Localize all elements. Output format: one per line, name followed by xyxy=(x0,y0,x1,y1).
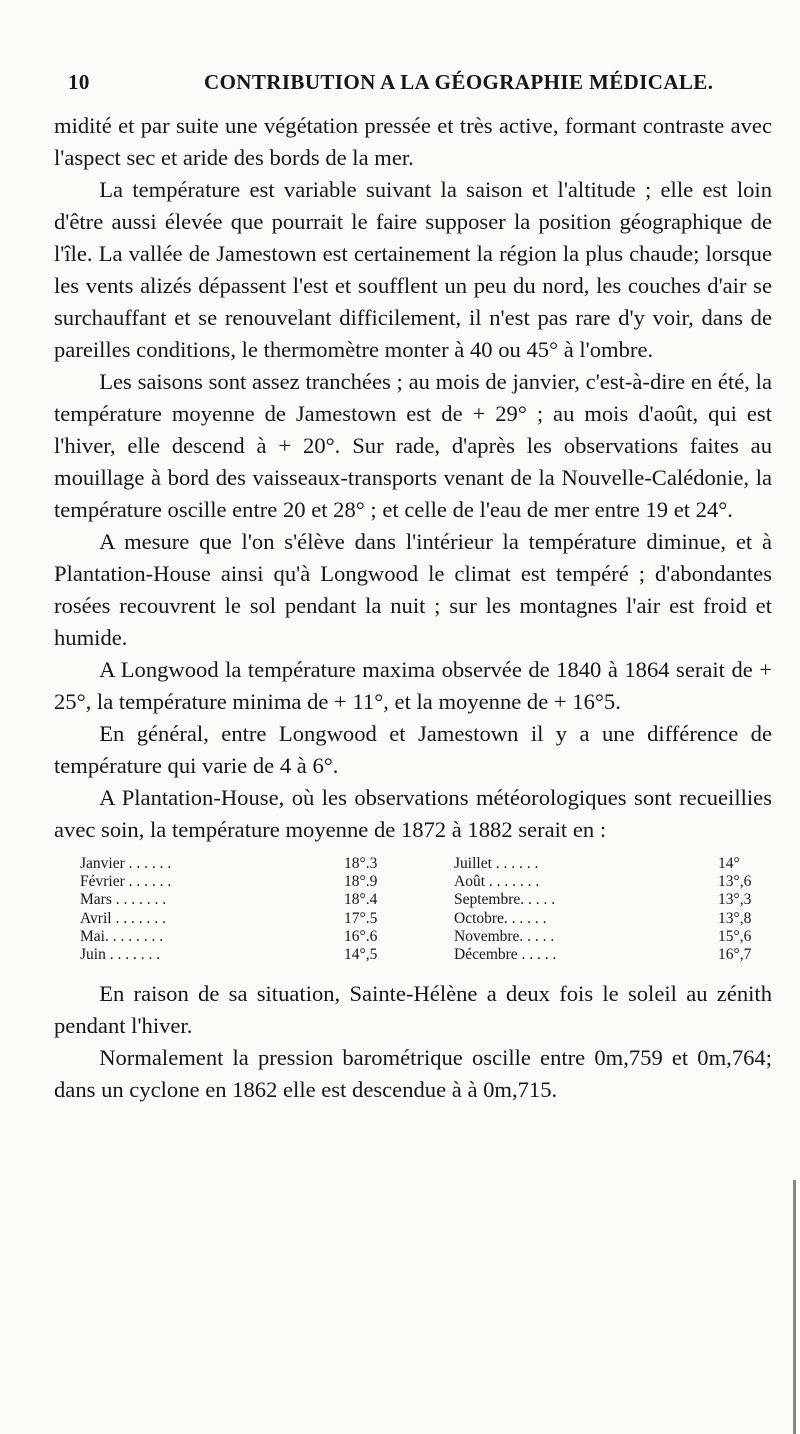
table-row xyxy=(454,873,764,891)
month-label: Février . . . . . . xyxy=(80,873,172,891)
month-label: Janvier . . . . . . xyxy=(80,855,172,872)
paragraph: Les saisons sont assez tranchées ; au mois de janvier, c'est-à-dire en été, la température moyenne de Jamestown est de + 29° ; au mois d'août, qui est l'hiver, elle descend à + 20°. Sur rade, d'après les observations faites au mouillage à bord des vaisseaux-transports venant de la Nouvelle-Calédonie, la température oscille entre 20 et 28° ; et celle de l'eau de mer entre 19 et 24°. xyxy=(54,369,772,522)
table-row xyxy=(80,873,390,891)
month-label: Décembre . . . . . xyxy=(454,946,557,964)
running-title: CONTRIBUTION A LA GÉOGRAPHIE MÉDICALE. xyxy=(204,70,714,94)
paragraph: A Longwood la température maxima observée de 1840 à 1864 serait de + 25°, la température minima de + 11°, et la moyenne de + 16°5. xyxy=(54,657,772,714)
scan-edge-shadow xyxy=(793,1180,796,1434)
paragraph: A Plantation-House, où les observations météorologiques sont recueillies avec soin, la température moyenne de 1872 à 1882 serait en : xyxy=(54,785,772,842)
temperature-value: 16°.6 xyxy=(344,927,378,945)
table-row xyxy=(80,910,390,928)
temperature-value: 13°,8 xyxy=(718,909,752,927)
monthly-temperature-table xyxy=(80,855,772,964)
temperature-value: 18°.9 xyxy=(344,873,378,891)
table-row xyxy=(454,946,764,964)
month-label: Avril . . . . . . . xyxy=(80,909,166,927)
month-label: Mai. . . . . . . . xyxy=(80,927,164,945)
temperature-column-right xyxy=(454,855,764,964)
month-label: Septembre. . . . . xyxy=(454,891,556,909)
paragraph: Normalement la pression barométrique oscille entre 0m,759 et 0m,764; dans un cyclone en 1862 elle est descendue à à 0m,715. xyxy=(54,1045,772,1103)
temperature-value: 13°,6 xyxy=(718,873,752,891)
paragraph: En raison de sa situation, Sainte-Hélène a deux fois le soleil au zénith pendant l'hiver. xyxy=(54,981,772,1039)
table-row xyxy=(80,855,390,873)
paragraph: La température est variable suivant la saison et l'altitude ; elle est loin d'être aussi élevée que pourrait le faire supposer la position géographique de l'île. La vallée de Jamestown est certainement la région la plus chaude; lorsque les vents alizés dépassent l'est et soufflent un peu du nord, les couches d'air se surchauffant et se renouvelant difficilement, il n'est pas rare d'y voir, dans de pareilles conditions, le thermomètre monter à 40 ou 45° à l'ombre. xyxy=(54,177,772,362)
table-row xyxy=(454,891,764,909)
month-label: Juin . . . . . . . xyxy=(80,946,161,964)
temperature-value: 18°.3 xyxy=(344,855,378,872)
temperature-value: 15°,6 xyxy=(718,927,752,945)
month-label: Mars . . . . . . . xyxy=(80,891,167,909)
month-label: Novembre. . . . . xyxy=(454,927,555,945)
paragraph: En général, entre Longwood et Jamestown il y a une différence de température qui varie de 4 à 6°. xyxy=(54,721,772,778)
temperature-column-left xyxy=(80,855,390,964)
temperature-value: 16°,7 xyxy=(718,946,752,964)
page-body xyxy=(54,110,772,1106)
table-row xyxy=(80,946,390,964)
table-row xyxy=(80,928,390,946)
paragraph: A mesure que l'on s'élève dans l'intérieur la température diminue, et à Plantation-House ainsi qu'à Longwood le climat est tempéré ; d'abondantes rosées recouvrent le sol pendant la nuit ; sur les montagnes l'air est froid et humide. xyxy=(54,529,772,650)
month-label: Août . . . . . . . xyxy=(454,873,540,891)
month-label: Octobre. . . . . . xyxy=(454,909,547,927)
temperature-value: 13°,3 xyxy=(718,891,752,909)
table-row xyxy=(454,928,764,946)
temperature-value: 14° xyxy=(718,855,740,872)
temperature-value: 14°,5 xyxy=(344,946,378,964)
paragraph: midité et par suite une végétation pressée et très active, formant contraste avec l'aspect sec et aride des bords de la mer. xyxy=(54,113,772,170)
table-row xyxy=(454,910,764,928)
page-number: 10 xyxy=(68,70,90,94)
table-row xyxy=(80,891,390,909)
temperature-value: 18°.4 xyxy=(344,891,378,909)
table-row xyxy=(454,855,764,873)
month-label: Juillet . . . . . . xyxy=(454,855,539,872)
temperature-value: 17°.5 xyxy=(344,909,378,927)
running-header xyxy=(68,70,774,106)
